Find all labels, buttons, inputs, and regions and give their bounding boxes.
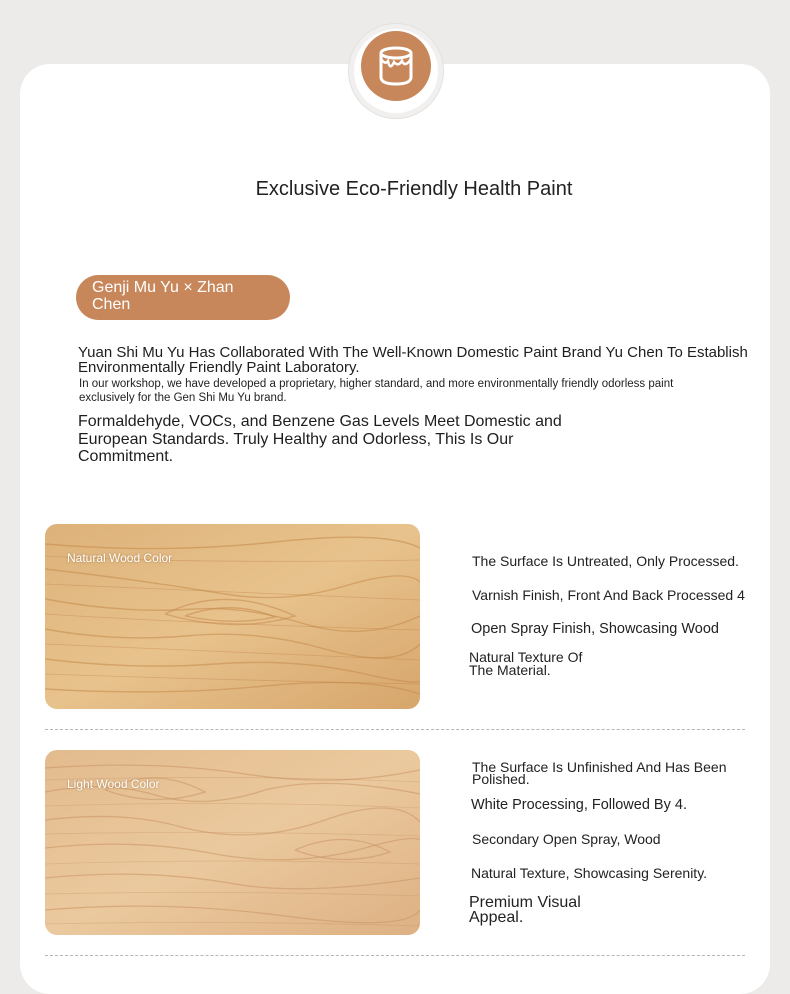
finish-line: Varnish Finish, Front And Back Processed 4 xyxy=(472,587,745,603)
finish-line: The Material. xyxy=(469,662,551,678)
finish-line: Natural Texture, Showcasing Serenity. xyxy=(471,865,708,881)
detail-line: In our workshop, we have developed a proprietary, higher standard, and more environmentally friendly odorless paint xyxy=(79,378,674,390)
swatch-label: Natural Wood Color xyxy=(67,551,173,565)
finish-line: Secondary Open Spray, Wood xyxy=(472,831,661,847)
collab-detail xyxy=(79,378,719,405)
finish-line: The Surface Is Untreated, Only Processed. xyxy=(472,553,739,569)
finish-line: Polished. xyxy=(472,771,530,787)
paint-badge xyxy=(349,24,443,118)
commitment-text xyxy=(78,413,578,466)
finish-line: Appeal. xyxy=(469,909,524,926)
headline-line: Yuan Shi Mu Yu Has Collaborated With The Well-Known Domestic Paint Brand Yu Chen To Establish xyxy=(78,344,748,361)
light-wood-swatch xyxy=(45,750,420,935)
finish-line: The Surface Is Unfinished And Has Been xyxy=(472,759,727,775)
pill-line: Chen xyxy=(92,296,131,313)
finish-line: Premium Visual xyxy=(469,894,581,911)
commitment-line: Commitment. xyxy=(78,448,174,465)
page-title: Exclusive Eco-Friendly Health Paint xyxy=(255,178,573,200)
pill-line: Genji Mu Yu × Zhan xyxy=(92,279,234,296)
section-divider xyxy=(45,729,745,730)
paint-bucket-icon xyxy=(361,31,431,101)
collab-pill xyxy=(76,275,290,320)
commitment-line: Formaldehyde, VOCs, and Benzene Gas Levels Meet Domestic and xyxy=(78,413,562,430)
finish-line: White Processing, Followed By 4. xyxy=(471,797,687,813)
commitment-line: European Standards. Truly Healthy and Odorless, This Is Our xyxy=(78,430,514,448)
swatch-label: Light Wood Color xyxy=(67,777,160,791)
headline-line: Environmentally Friendly Paint Laboratory. xyxy=(78,359,360,376)
finish-line: Natural Texture Of xyxy=(469,649,583,665)
finish-line: Open Spray Finish, Showcasing Wood xyxy=(471,621,719,637)
detail-line: exclusively for the Gen Shi Mu Yu brand. xyxy=(79,391,287,404)
section-divider xyxy=(45,955,745,956)
natural-wood-swatch xyxy=(45,524,420,709)
collab-headline xyxy=(78,345,790,375)
